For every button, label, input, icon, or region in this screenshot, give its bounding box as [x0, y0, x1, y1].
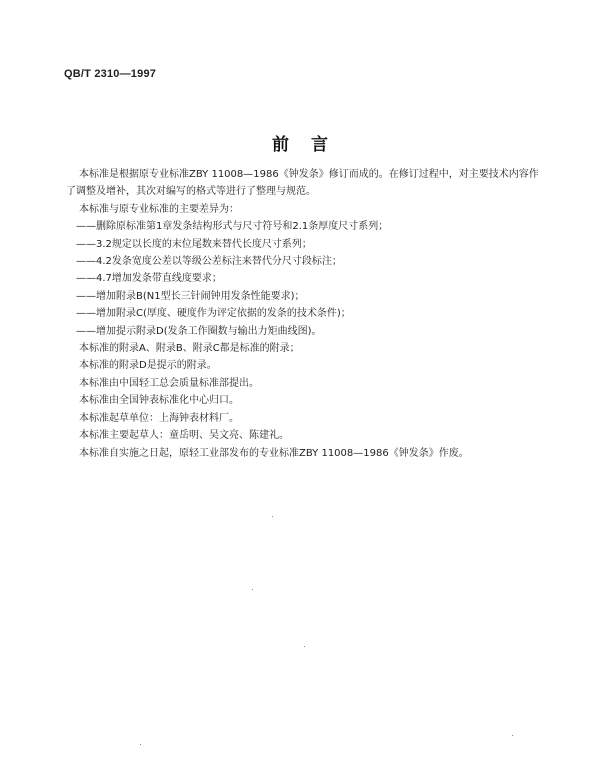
paragraph-drafting-unit: 本标准起草单位：上海钟表材料厂。 [79, 412, 239, 424]
list-item-difference: ——4.2发条宽度公差以等级公差标注来替代分尺寸段标注； [76, 256, 342, 268]
paragraph-proposed-by: 本标准由中国轻工总会质量标准部提出。 [79, 377, 259, 389]
paragraph-drafters: 本标准主要起草人：童岳明、吴文亮、陈建礼。 [79, 430, 289, 442]
scan-speck [304, 646, 305, 647]
paragraph-intro: 本标准是根据原专业标准ZBY 11008—1986《钟发条》修订而成的。在修订过程中，对主要技术内容作了调整及增补，其次对编写的格式等进行了整理与规范。 [66, 169, 539, 198]
paragraph-supersedes: 本标准自实施之日起，原轻工业部发布的专业标准ZBY 11008—1986《钟发条》作废。 [79, 447, 469, 459]
foreword-body [66, 166, 546, 462]
list-item-difference: ——4.7增加发条带直线度要求； [76, 273, 222, 285]
scan-speck [140, 744, 141, 745]
list-item-difference: ——增加附录B(N1型长三针闹钟用发条性能要求)； [76, 290, 305, 302]
list-item-difference: ——删除原标准第1章发条结构形式与尺寸符号和2.1条厚度尺寸系列； [76, 221, 389, 233]
paragraph-normative-annexes: 本标准的附录A、附录B、附录C都是标准的附录； [79, 343, 300, 355]
scan-speck [272, 516, 273, 517]
page-title: 前言 [272, 135, 350, 155]
paragraph-informative-annex: 本标准的附录D是提示的附录。 [79, 360, 217, 372]
list-item-difference: ——3.2规定以长度的末位尾数来替代长度尺寸系列； [76, 238, 312, 250]
paragraph-centralized-by: 本标准由全国钟表标准化中心归口。 [79, 395, 239, 407]
scan-speck [512, 735, 513, 736]
scan-speck [252, 589, 253, 590]
paragraph-differences-heading: 本标准与原专业标准的主要差异为： [79, 203, 239, 215]
list-item-difference: ——增加提示附录D(发条工作圈数与输出力矩曲线图)。 [76, 325, 322, 337]
standard-code: QB/T 2310—1997 [64, 68, 157, 80]
list-item-difference: ——增加附录C(厚度、硬度作为评定依据的发条的技术条件)； [76, 308, 351, 320]
